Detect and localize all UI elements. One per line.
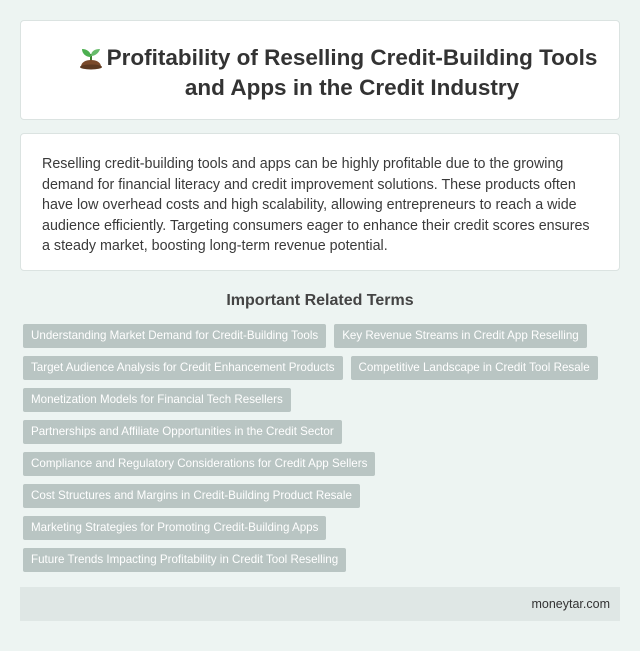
term-row (23, 516, 619, 540)
term-row (23, 484, 619, 508)
term-row (23, 324, 619, 348)
term-tag[interactable]: Compliance and Regulatory Considerations for Credit App Sellers (23, 452, 375, 476)
term-tag[interactable]: Monetization Models for Financial Tech Resellers (23, 388, 291, 412)
term-tag[interactable]: Understanding Market Demand for Credit-Building Tools (23, 324, 326, 348)
page-title: Profitability of Reselling Credit-Building Tools and Apps in the Credit Industry (106, 45, 598, 100)
term-row (23, 388, 619, 412)
title-card (20, 20, 620, 120)
footer (20, 587, 620, 621)
site-link[interactable]: moneytar.com (531, 597, 610, 611)
summary-card (20, 133, 620, 271)
term-tag[interactable]: Marketing Strategies for Promoting Credit-Building Apps (23, 516, 326, 540)
term-tag[interactable]: Competitive Landscape in Credit Tool Resale (351, 356, 598, 380)
summary-text: Reselling credit-building tools and apps can be highly profitable due to the growing demand for financial literacy and credit improvement solutions. These products often have low overhead costs and high scalability, allowing entrepreneurs to reach a wide audience efficiently. Targeting consumers eager to enhance their credit scores ensures a steady market, boosting long-term revenue potential. (42, 156, 590, 254)
term-row (23, 452, 619, 476)
term-tag[interactable]: Cost Structures and Margins in Credit-Building Product Resale (23, 484, 360, 508)
related-terms-heading: Important Related Terms (226, 292, 414, 309)
term-tag[interactable]: Target Audience Analysis for Credit Enhancement Products (23, 356, 343, 380)
term-tag[interactable]: Future Trends Impacting Profitability in Credit Tool Reselling (23, 548, 346, 572)
term-tag[interactable]: Key Revenue Streams in Credit App Reselling (334, 324, 587, 348)
term-row (23, 356, 619, 380)
term-row (23, 548, 619, 572)
term-tag[interactable]: Partnerships and Affiliate Opportunities in the Credit Sector (23, 420, 342, 444)
term-row (23, 420, 619, 444)
related-terms-list (23, 324, 619, 580)
